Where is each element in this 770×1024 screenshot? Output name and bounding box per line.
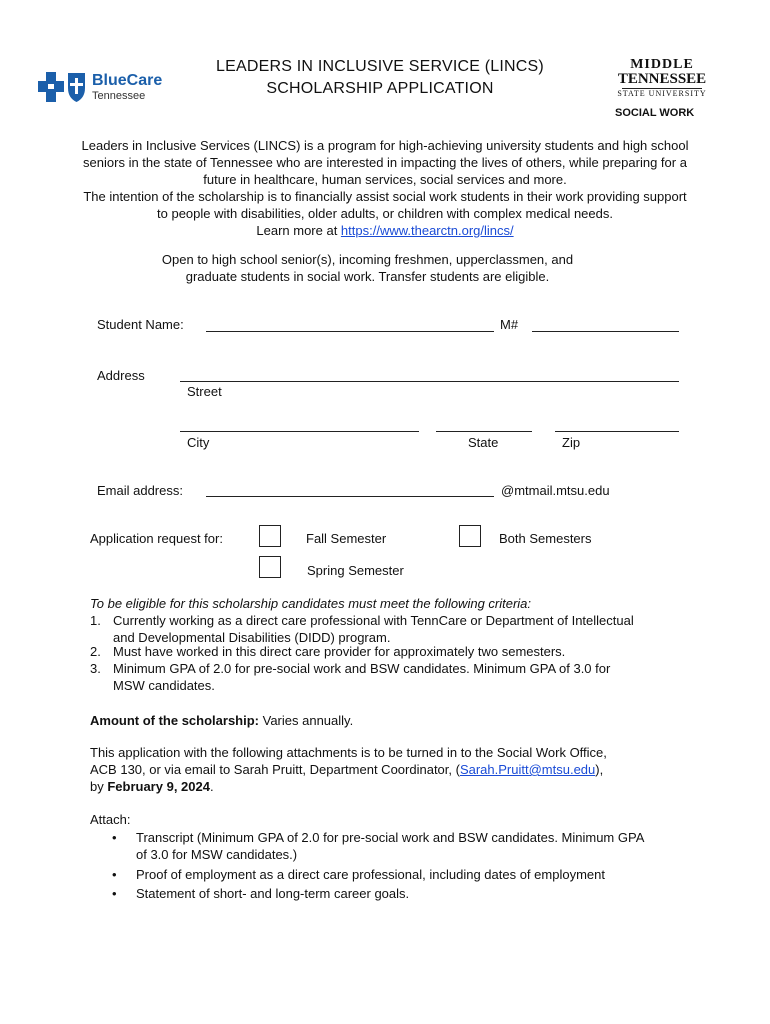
m-number-field[interactable] (532, 331, 679, 332)
amount-value: Varies annually. (259, 713, 354, 728)
spring-semester-checkbox[interactable] (259, 556, 281, 578)
both-semesters-checkbox[interactable] (459, 525, 481, 547)
intro-line-2: seniors in the state of Tennessee who are interested in impacting the lives of others, while preparing for a (83, 155, 687, 170)
bullet-icon: • (112, 830, 117, 845)
city-label: City (187, 435, 210, 450)
student-name-field[interactable] (206, 331, 494, 332)
learn-more-text: Learn more at (256, 223, 341, 238)
submission-line-1: This application with the following attachments is to be turned in to the Social Work Office, (90, 745, 607, 760)
criteria-number: 1. (90, 613, 101, 628)
intro-line-3: future in healthcare, human services, social services and more. (203, 172, 567, 187)
city-field[interactable] (180, 431, 419, 432)
page-title (170, 56, 590, 100)
criteria-text: Must have worked in this direct care provider for approximately two semesters. (113, 644, 566, 659)
criteria-text: Minimum GPA of 2.0 for pre-social work and BSW candidates. Minimum GPA of 3.0 for (113, 661, 611, 676)
student-name-label: Student Name: (97, 317, 184, 332)
criteria-number: 2. (90, 644, 101, 659)
intro-line-1: Leaders in Inclusive Services (LINCS) is a program for high-achieving university students and high school (81, 138, 689, 153)
submission-line-3 (90, 778, 710, 795)
attach-text: Statement of short- and long-term career goals. (136, 886, 410, 901)
email-label: Email address: (97, 483, 183, 498)
bluecare-subtitle: Tennessee (92, 90, 146, 102)
criteria-text: Currently working as a direct care professional with TennCare or Department of Intellectual (113, 613, 634, 628)
eligibility-note (60, 251, 675, 285)
application-request-label: Application request for: (90, 531, 223, 546)
coordinator-email-link[interactable]: Sarah.Pruitt@mtsu.edu (459, 762, 596, 777)
state-label: State (468, 435, 499, 450)
email-field[interactable] (206, 496, 494, 497)
criteria-text: MSW candidates. (113, 678, 215, 693)
bluecare-logo (38, 70, 168, 106)
bullet-icon: • (112, 886, 117, 901)
fall-semester-label: Fall Semester (306, 531, 387, 546)
spring-semester-label: Spring Semester (307, 563, 404, 578)
bluecare-name: BlueCare (92, 72, 163, 89)
criteria-text: and Developmental Disabilities (DIDD) program. (113, 630, 391, 645)
submission-text: . (209, 779, 214, 794)
submission-text: ACB 130, or via email to Sarah Pruitt, Department Coordinator, ( (90, 762, 460, 777)
zip-label: Zip (562, 435, 581, 450)
zip-field[interactable] (555, 431, 679, 432)
submission-text: by (90, 779, 108, 794)
blue-cross-shield-icon (38, 70, 88, 104)
bullet-icon: • (112, 867, 117, 882)
criteria-list (90, 612, 690, 694)
criteria-number: 3. (90, 661, 101, 676)
title-line-1: LEADERS IN INCLUSIVE SERVICE (LINCS) (216, 58, 544, 75)
attach-text: Transcript (Minimum GPA of 2.0 for pre-social work and BSW candidates. Minimum GPA (136, 830, 645, 845)
both-semesters-label: Both Semesters (499, 531, 592, 546)
mtsu-logo (612, 58, 712, 99)
scholarship-amount (90, 712, 353, 729)
amount-label: Amount of the scholarship: (90, 713, 259, 728)
mtsu-line-2: TENNESSEE (617, 71, 707, 87)
eligibility-note-line-2: graduate students in social work. Transfer students are eligible. (185, 269, 550, 284)
intro-line-4: The intention of the scholarship is to financially assist social work students in their work providing support (83, 189, 687, 204)
m-number-label: M# (500, 317, 519, 332)
mtsu-line-1: MIDDLE (630, 57, 694, 72)
criteria-intro: To be eligible for this scholarship candidates must meet the following criteria: (90, 596, 532, 611)
street-field[interactable] (180, 381, 679, 382)
title-line-2: SCHOLARSHIP APPLICATION (266, 80, 494, 97)
address-label: Address (97, 368, 145, 383)
eligibility-note-line-1: Open to high school senior(s), incoming freshmen, upperclassmen, and (161, 252, 574, 267)
street-label: Street (187, 384, 222, 399)
submission-line-2 (90, 761, 710, 778)
attach-text: Proof of employment as a direct care professional, including dates of employment (136, 867, 605, 882)
submission-text: ), (595, 762, 604, 777)
fall-semester-checkbox[interactable] (259, 525, 281, 547)
intro-line-5: to people with disabilities, older adults, or children with complex medical needs. (157, 206, 613, 221)
submission-instructions (90, 744, 710, 795)
deadline: February 9, 2024 (107, 779, 210, 794)
intro-paragraph (40, 137, 730, 239)
attach-label: Attach: (90, 812, 131, 827)
attach-list (112, 829, 712, 909)
lincs-link[interactable]: https://www.thearctn.org/lincs/ (340, 223, 514, 238)
learn-more-line (40, 222, 730, 239)
email-suffix: @mtmail.mtsu.edu (501, 483, 610, 498)
mtsu-department: SOCIAL WORK (615, 107, 695, 119)
attach-text: of 3.0 for MSW candidates.) (136, 847, 298, 862)
state-field[interactable] (436, 431, 532, 432)
mtsu-line-3: STATE UNIVERSITY (617, 89, 707, 98)
